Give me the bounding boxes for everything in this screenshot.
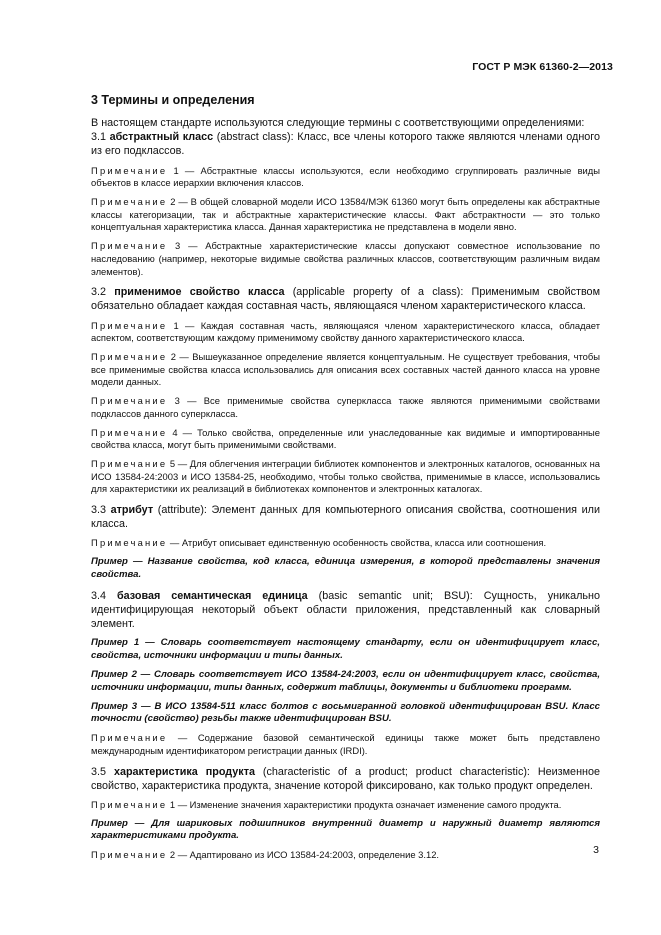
note-text: — Атрибут описывает единственную особенность свойства, класса или соотношения. <box>167 537 547 549</box>
note-text: 3 — Абстрактные характеристические классы допускают совместное использование по наследованию (например, некоторые видимые свойства различных классов, соответствующим различным видам элементов). <box>91 240 600 277</box>
term-3-5 <box>91 765 600 793</box>
example-3-4-2: Пример 2 — Словарь соответствует ИСО 13584-24:2003, если он идентифицирует класс, свойства, источники информации, типы данных, содержит таблицы, документы и библиотеки программ. <box>91 668 600 693</box>
page-number: 3 <box>593 844 599 856</box>
note-3-1-1 <box>91 165 600 190</box>
note-3-5-2 <box>91 849 600 862</box>
note-label: Примечание <box>91 732 168 744</box>
note-label: Примечание <box>91 457 168 469</box>
term-number: 3.4 <box>91 589 117 602</box>
term-number: 3.1 <box>91 131 110 144</box>
term-name: атрибут <box>110 504 154 517</box>
note-3-2-1 <box>91 320 600 345</box>
note-3-1-3 <box>91 240 600 278</box>
term-name: абстрактный класс <box>109 131 214 144</box>
term-number: 3.3 <box>91 504 111 517</box>
note-3-2-2 <box>91 351 600 389</box>
note-3-1-2 <box>91 196 600 234</box>
note-label: Примечание <box>91 319 168 331</box>
note-label: Примечание <box>91 849 168 861</box>
note-text: 2 — Вышеуказанное определение является концептуальным. Не существует требования, чтобы все применимые свойства класса использовались для описания всех составных частей данного класса на уровне модели данных. <box>91 351 600 388</box>
note-label: Примечание <box>91 537 168 549</box>
term-number: 3.5 <box>91 765 114 778</box>
note-3-2-5 <box>91 458 600 496</box>
note-text: 1 — Изменение значения характеристики продукта означает изменение самого продукта. <box>167 798 562 810</box>
term-definition: (basic semantic unit; BSU): Сущность, уникально идентифицирующая некоторый объект области приложения, представленный как словарный элемент. <box>91 589 600 631</box>
term-name: базовая семантическая единица <box>116 589 308 602</box>
note-text: 1 — Абстрактные классы используются, если необходимо сгруппировать различные виды объектов в классе иерархии включения классов. <box>91 164 600 189</box>
document-code: ГОСТ Р МЭК 61360-2—2013 <box>472 61 613 73</box>
term-3-3 <box>91 503 600 531</box>
note-3-2-4 <box>91 427 600 452</box>
note-label: Примечание <box>91 196 168 208</box>
note-text: 3 — Все применимые свойства суперкласса также являются применимыми свойствами подклассов данного суперкласса. <box>91 395 600 419</box>
example-3-4-1: Пример 1 — Словарь соответствует настоящему стандарту, если он идентифицирует класс, свойства, источники информации и типы данных. <box>91 637 600 662</box>
term-3-1 <box>91 130 600 158</box>
note-text: — Содержание базовой семантической единицы также может быть представлено международным идентификатором регистрации данных (IRDI). <box>91 732 600 756</box>
example-3-3: Пример — Название свойства, код класса, единица измерения, в которой представлены значения свойства. <box>91 556 600 580</box>
note-label: Примечание <box>91 240 168 252</box>
note-3-4 <box>91 732 600 757</box>
term-definition: (characteristic of a product; product characteristic): Неизменное свойство, характеристика продукта, значение которой фиксировано, как только продукт определен. <box>91 765 600 792</box>
note-3-2-3 <box>91 395 600 420</box>
note-text: 4 — Только свойства, определенные или унаследованные как видимые и импортированные свойства класса, могут быть применимыми свойствами. <box>91 426 600 451</box>
example-3-4-3: Пример 3 — В ИСО 13584-511 класс болтов с восьмигранной головкой идентифицирован BSU. Класс точности (свойство) резьбы также идентифицирован BSU. <box>91 700 600 725</box>
term-number: 3.2 <box>91 286 115 299</box>
intro-paragraph: В настоящем стандарте используются следующие термины с соответствующими определениями: <box>91 117 585 129</box>
example-3-5: Пример — Для шариковых подшипников внутренний диаметр и наружный диаметр являются характеристиками продукта. <box>91 817 600 842</box>
term-name: характеристика продукта <box>113 765 255 778</box>
note-text: 2 — В общей словарной модели ИСО 13584/МЭК 61360 могут быть определены как абстрактные классы категоризации, так и абстрактные характеристические классы. Факт абстрактности — это только концептуальная характеристика класса. Данная характеристика не представлена в модели явно. <box>91 196 600 233</box>
note-label: Примечание <box>91 798 168 810</box>
note-label: Примечание <box>91 164 168 176</box>
note-3-3 <box>91 537 600 550</box>
section-title: 3 Термины и определения <box>91 93 255 107</box>
note-text: 1 — Каждая составная часть, являющаяся членом характеристического класса, обладает аспектом, соответствующим каждому применимому свойству данного характеристического класса. <box>91 319 600 344</box>
note-label: Примечание <box>91 426 168 438</box>
term-definition: (attribute): Элемент данных для компьютерного описания свойства, соотношения или класса. <box>91 504 600 531</box>
note-text: 2 — Адаптировано из ИСО 13584-24:2003, определение 3.12. <box>167 849 440 861</box>
term-definition: (applicable property of a class): Применимым свойством обязательно обладает каждая составная часть, являющаяся членом характеристического класса. <box>91 286 600 313</box>
term-3-2 <box>91 285 600 313</box>
section-body <box>91 116 600 862</box>
note-label: Примечание <box>91 395 168 407</box>
term-name: применимое свойство класса <box>114 286 285 299</box>
note-text: 5 — Для облегчения интеграции библиотек компонентов и электронных каталогов, основанных на ИСО 13584-24:2003 и ИСО 13584-25, необходимо, чтобы только свойства, применимые в классе, использовались для характеристики их реализаций в библиотеках компонентов и электронных каталогах. <box>91 457 600 495</box>
note-label: Примечание <box>91 351 168 363</box>
term-3-4 <box>91 589 600 632</box>
term-definition: (abstract class): Класс, все члены которого также являются членами одного из его подклассов. <box>91 131 600 158</box>
note-3-5-1 <box>91 799 600 812</box>
